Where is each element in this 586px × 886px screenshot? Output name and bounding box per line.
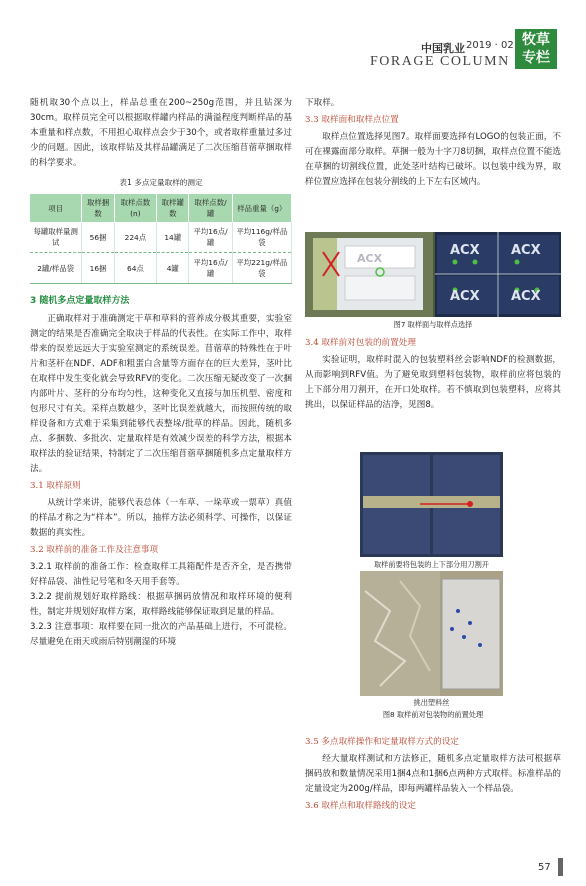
th-cans: 取样罐数 <box>157 194 189 222</box>
fig7-logo-2: ACX <box>450 243 480 258</box>
page-number: 57 <box>538 862 551 873</box>
table-cell: 平均116g/样品袋 <box>232 222 291 253</box>
sampling-table <box>30 194 292 284</box>
fig7-logo-5: ACX <box>511 289 541 304</box>
th-points-per-can: 取样点数/罐 <box>189 194 232 222</box>
paragraph: 3.2.3 注意事项：取样要在同一批次的产品基础上进行，不可混检。尽量避免在雨天或雨后特别潮湿的环境 <box>30 622 292 647</box>
paragraph: 取样点位置选择见图7。取样面要选择有LOGO的包装正面，不可在裸露面部分取样。草捆一般为十字刀8切捆，取样点位置不能选在草捆的切割线位置，此处茎叶结构已破坏。以包装中线为界，取样位置应选择在包装分割线的上下左右区域内。 <box>305 132 561 187</box>
issue-number: 2019 · 02 <box>466 40 514 51</box>
table-header-row <box>30 194 292 222</box>
section-3-6-heading: 3.6 取样点和取样路线的设定 <box>305 801 416 811</box>
table-cell: 平均16点/罐 <box>189 222 232 253</box>
fig7-logo-3: ACX <box>511 243 541 258</box>
th-item: 项目 <box>30 194 82 222</box>
table-cell: 64点 <box>114 253 156 284</box>
right-column-top <box>305 96 561 190</box>
badge-line-1: 牧草 <box>522 32 550 48</box>
paragraph: 3.2.1 取样前的准备工作：检查取样工具箱配件是否齐全，是否携带好样品袋、油性记号笔和冬天用手套等。 <box>30 562 292 587</box>
section-3-2-heading: 3.2 取样前的准备工作及注意事项 <box>30 545 159 555</box>
table-cell: 平均221g/样品袋 <box>232 253 291 284</box>
table-cell: 56捆 <box>82 222 114 253</box>
section-3-5-heading: 3.5 多点取样操作和定量取样方式的设定 <box>305 737 459 747</box>
figure-8-photo-top <box>360 452 503 557</box>
table-row <box>30 253 292 284</box>
right-column-mid <box>305 334 561 413</box>
paragraph-continued: 随机取30个点以上，样品总重在200~250g范围，并且钻深为30cm。取样员完全可以根据取样罐内样品的满溢程度判断样品的基本重量和样点数，不用担心取样点会少于30个，或者取样重量过多过少的问题。因此，该取样钻及其样品罐满足了二次压缩苜蓿草捆取样的科学要求。 <box>30 98 292 168</box>
table-row <box>30 222 292 253</box>
paragraph: 从统计学来讲，能够代表总体（一车草、一垛草或一票草）真值的样品才称之为“样本”。所以，抽样方法必须科学、可操作，以保证数据的真实性。 <box>30 498 292 538</box>
paragraph-continued: 下取样。 <box>305 98 340 108</box>
magazine-title: 中国乳业 <box>421 42 465 55</box>
paragraph: 3.2.2 提前规划好取样路线：根据草捆码放情况和取样环境的便利性，制定并规划好取样方案，取样路线能够保证取到足量的样品。 <box>30 592 292 617</box>
table-cell: 224点 <box>114 222 156 253</box>
table-cell: 平均16点/罐 <box>189 253 232 284</box>
th-weight: 样品重量（g） <box>232 194 291 222</box>
section-3-heading: 3 随机多点定量取样方法 <box>30 296 130 306</box>
th-points: 取样点数(n) <box>114 194 156 222</box>
column-title: FORAGE COLUMN <box>370 54 510 69</box>
paragraph: 经大量取样测试和方法修正，随机多点定量取样方法可根据草捆码放和数量情况采用1捆4点和1捆6点两种方式取样。标准样品的定量设定为200g/样品，即每两罐样品装入一个样品袋。 <box>305 754 561 794</box>
table-cell: 14罐 <box>157 222 189 253</box>
paragraph: 实验证明，取样时混入的包装塑料丝会影响NDF的检测数据，从而影响到RFV值。为了避免取到塑料包装物，取样前应将包装的上下部分用刀割开，在开口处取样。若不慎取到包装塑料，应将其挑出，以保证样品的洁净，见图8。 <box>305 355 561 410</box>
section-3-3-heading: 3.3 取样面和取样点位置 <box>305 115 399 125</box>
fig7-logo-4: ACX <box>450 289 480 304</box>
section-3-4-heading: 3.4 取样前对包装的前置处理 <box>305 338 416 348</box>
page-marker-bar <box>558 858 563 876</box>
table-cell: 16捆 <box>82 253 114 284</box>
paragraph: 正确取样对于准确测定干草和草料的营养成分极其重要，实验室测定的结果是否准确完全取决于样品的代表性。在实际工作中，取样带来的误差远远大于实验室测定的系统误差。苜蓿草的特殊性在于叶片和茎秆在NDF、ADF和粗蛋白含量等方面存在的巨大差异，茎叶比在取样中发生变化就会导致RFV的变化。二次压缩无疑改变了一次捆内部叶片、茎秆的分布均匀性，这种变化又直接与加压机型、密度和包形尺寸有关。采样点数越少，茎叶比误差就越大，而按照传统的取样设备和方式难于采集到能够代表整垛/批草的样品。因此，随机多点、多捆数、多批次、定量取样是有效减少误差的科学方法，根据本取样法的验证结果，特制定了二次压缩苜蓿草捆随机多点定量取样方法。 <box>30 314 292 474</box>
column-badge <box>515 29 557 69</box>
left-column <box>30 96 292 650</box>
figure-8-label-bottom: 挑出塑料丝 <box>413 698 450 707</box>
figure-7-photo <box>305 232 561 317</box>
figure-8-label-top: 取样前要将包装的上下部分用刀割开 <box>373 560 489 569</box>
figure-8-caption: 图8 取样前对包装物的前置处理 <box>382 710 484 719</box>
table-cell: 2罐/样品袋 <box>30 253 82 284</box>
right-column-bottom <box>305 733 561 816</box>
badge-line-2: 专栏 <box>522 50 550 66</box>
table-cell: 4罐 <box>157 253 189 284</box>
section-3-1-heading: 3.1 取样原则 <box>30 481 81 491</box>
figure-8-photo-bottom <box>360 571 503 696</box>
figure-7-caption: 图7 取样面与取样点选择 <box>393 320 473 329</box>
fig7-logo-1: ACX <box>357 252 383 265</box>
table-caption: 表1 多点定量取样的测定 <box>119 178 203 187</box>
th-bales: 取样捆数 <box>82 194 114 222</box>
table-cell: 每罐取样量测试 <box>30 222 82 253</box>
